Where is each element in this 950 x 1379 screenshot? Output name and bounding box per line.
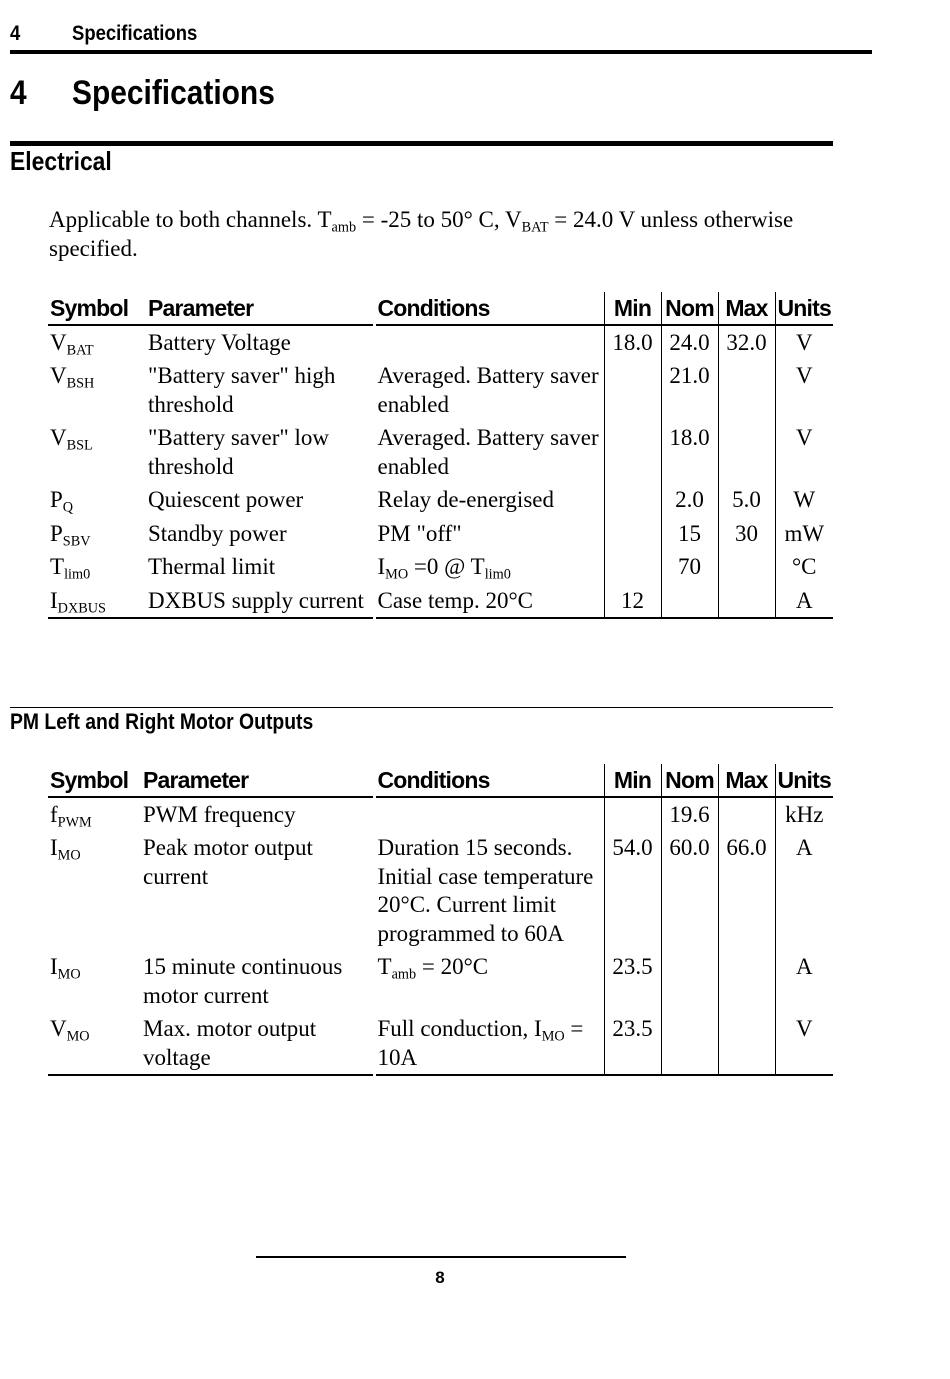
units-cell: mW bbox=[775, 517, 833, 551]
symbol-cell: $V_{BAT}$ bbox=[50, 329, 94, 358]
conditions-cell: $I_{MO} =0$ @ $T_{lim0}$ bbox=[374, 550, 604, 584]
max-cell: 32.0 bbox=[718, 325, 775, 360]
units-cell: A bbox=[775, 584, 833, 619]
nom-cell: 70 bbox=[661, 550, 718, 584]
min-cell bbox=[604, 550, 661, 584]
symbol-cell: $V_{MO}$ bbox=[48, 1012, 141, 1075]
conditions-cell: Relay de-energised bbox=[374, 483, 604, 517]
max-cell: 66.0 bbox=[718, 831, 775, 950]
symbol-cell: $V_{BSL}$ bbox=[50, 425, 93, 454]
col-parameter: Parameter bbox=[141, 764, 374, 797]
units-cell: V bbox=[775, 325, 833, 360]
header-title: Specifications bbox=[72, 22, 198, 45]
electrical-header-row bbox=[48, 292, 833, 325]
symbol-cell: $I_{MO}$ bbox=[50, 954, 81, 983]
col-max: Max bbox=[718, 764, 775, 797]
intro-text-1: Applicable to both channels. T bbox=[49, 207, 332, 232]
min-cell bbox=[604, 797, 661, 832]
max-cell bbox=[718, 1012, 775, 1075]
electrical-heading: Electrical bbox=[10, 146, 112, 176]
table-row bbox=[48, 1012, 833, 1075]
parameter-cell: 15 minute continuous motor current bbox=[143, 954, 343, 1008]
header-chapter-number: 4 bbox=[10, 22, 21, 45]
nom-cell: 19.6 bbox=[661, 797, 718, 832]
units-cell: V bbox=[775, 1012, 833, 1075]
units-cell: A bbox=[775, 950, 833, 1012]
table-row bbox=[48, 483, 833, 517]
footer-rule bbox=[256, 1256, 626, 1258]
parameter-cell: Thermal limit bbox=[148, 554, 276, 579]
max-cell: 30 bbox=[718, 517, 775, 551]
symbol-cell: $V_{BSH}$ bbox=[50, 363, 95, 392]
conditions-cell bbox=[374, 325, 604, 360]
symbol-cell: $T_{lim0}$ bbox=[50, 554, 91, 583]
table-row bbox=[48, 550, 833, 584]
min-cell: 54.0 bbox=[604, 831, 661, 950]
table-row bbox=[48, 517, 833, 551]
parameter-cell: Battery Voltage bbox=[148, 329, 291, 355]
nom-cell: 15 bbox=[661, 517, 718, 551]
nom-cell: 60.0 bbox=[661, 831, 718, 950]
col-conditions: Conditions bbox=[374, 764, 604, 797]
nom-cell bbox=[661, 950, 718, 1012]
nom-cell: 21.0 bbox=[661, 359, 718, 421]
section-rule bbox=[10, 141, 833, 146]
col-symbol: Symbol bbox=[48, 764, 141, 797]
intro-sub-2: BAT bbox=[521, 219, 549, 236]
symbol-cell: $P_Q$ bbox=[50, 487, 74, 516]
min-cell: 23.5 bbox=[604, 950, 661, 1012]
max-cell bbox=[718, 359, 775, 421]
nom-cell: 24.0 bbox=[661, 325, 718, 360]
max-cell bbox=[718, 421, 775, 483]
conditions-cell: Averaged. Battery saver enabled bbox=[374, 359, 604, 421]
page-number: 8 bbox=[435, 1268, 445, 1287]
conditions-cell: $T_{amb} = 20^\circ C$ bbox=[374, 950, 604, 1012]
symbol-cell: $P_{SBV}$ bbox=[50, 520, 91, 549]
units-cell: V bbox=[775, 359, 833, 421]
conditions-cell: Duration 15 seconds. Initial case temperature 20°C. Current limit programmed to 60A bbox=[374, 831, 604, 950]
symbol-cell: $f_{PWM}$ bbox=[50, 801, 92, 830]
table-row bbox=[48, 359, 833, 421]
col-symbol: Symbol bbox=[48, 292, 146, 325]
parameter-cell: PWM frequency bbox=[143, 801, 296, 827]
col-units: Units bbox=[775, 764, 833, 797]
chapter-number: 4 bbox=[10, 74, 27, 112]
col-min: Min bbox=[604, 292, 661, 325]
motor-heading: PM Left and Right Motor Outputs bbox=[10, 709, 314, 734]
max-cell bbox=[718, 584, 775, 619]
motor-table bbox=[48, 764, 833, 1076]
col-min: Min bbox=[604, 764, 661, 797]
units-cell: A bbox=[775, 831, 833, 950]
conditions-cell: Case temp. 20°C bbox=[374, 584, 604, 619]
parameter-cell: "Battery saver" low threshold bbox=[148, 425, 330, 479]
units-cell: W bbox=[775, 483, 833, 517]
col-parameter: Parameter bbox=[146, 292, 374, 325]
conditions-cell: PM "off" bbox=[374, 517, 604, 551]
parameter-cell: DXBUS supply current bbox=[146, 584, 374, 619]
min-cell bbox=[604, 421, 661, 483]
col-nom: Nom bbox=[661, 292, 718, 325]
electrical-table bbox=[48, 292, 833, 619]
symbol-cell: $I_{MO}$ bbox=[50, 835, 81, 864]
chapter-title: Specifications bbox=[72, 74, 275, 112]
nom-cell bbox=[661, 584, 718, 619]
parameter-cell: Peak motor output current bbox=[143, 835, 313, 889]
symbol-cell: $I_{DXBUS}$ bbox=[48, 584, 146, 619]
max-cell bbox=[718, 550, 775, 584]
min-cell: 12 bbox=[604, 584, 661, 619]
conditions-cell: Averaged. Battery saver enabled bbox=[374, 421, 604, 483]
parameter-cell: Max. motor output voltage bbox=[141, 1012, 374, 1075]
nom-cell: 2.0 bbox=[661, 483, 718, 517]
units-cell: V bbox=[775, 421, 833, 483]
units-cell: °C bbox=[775, 550, 833, 584]
conditions-cell: Full conduction, $I_{MO} = 10A$ bbox=[374, 1012, 604, 1075]
nom-cell bbox=[661, 1012, 718, 1075]
table-row bbox=[48, 831, 833, 950]
table-row bbox=[48, 950, 833, 1012]
min-cell: 23.5 bbox=[604, 1012, 661, 1075]
col-units: Units bbox=[775, 292, 833, 325]
section-rule-thin bbox=[10, 707, 833, 708]
table-row bbox=[48, 325, 833, 360]
running-header bbox=[10, 20, 872, 54]
parameter-cell: "Battery saver" high threshold bbox=[148, 363, 336, 417]
max-cell bbox=[718, 797, 775, 832]
min-cell bbox=[604, 517, 661, 551]
intro-text-2: = -25 to 50° C, V bbox=[356, 207, 522, 232]
intro-text-3: = 24.0 V unless otherwise specified. bbox=[49, 207, 794, 261]
col-max: Max bbox=[718, 292, 775, 325]
min-cell bbox=[604, 359, 661, 421]
table-row bbox=[48, 421, 833, 483]
conditions-cell bbox=[374, 797, 604, 832]
table-row bbox=[48, 797, 833, 832]
max-cell: 5.0 bbox=[718, 483, 775, 517]
intro-sub-1: amb bbox=[331, 219, 357, 236]
electrical-intro bbox=[49, 205, 839, 263]
col-conditions: Conditions bbox=[374, 292, 604, 325]
col-nom: Nom bbox=[661, 764, 718, 797]
table-row bbox=[48, 584, 833, 619]
parameter-cell: Quiescent power bbox=[148, 487, 304, 512]
min-cell: 18.0 bbox=[604, 325, 661, 360]
nom-cell: 18.0 bbox=[661, 421, 718, 483]
max-cell bbox=[718, 950, 775, 1012]
min-cell bbox=[604, 483, 661, 517]
motor-header-row bbox=[48, 764, 833, 797]
units-cell: kHz bbox=[775, 797, 833, 832]
parameter-cell: Standby power bbox=[148, 520, 287, 546]
